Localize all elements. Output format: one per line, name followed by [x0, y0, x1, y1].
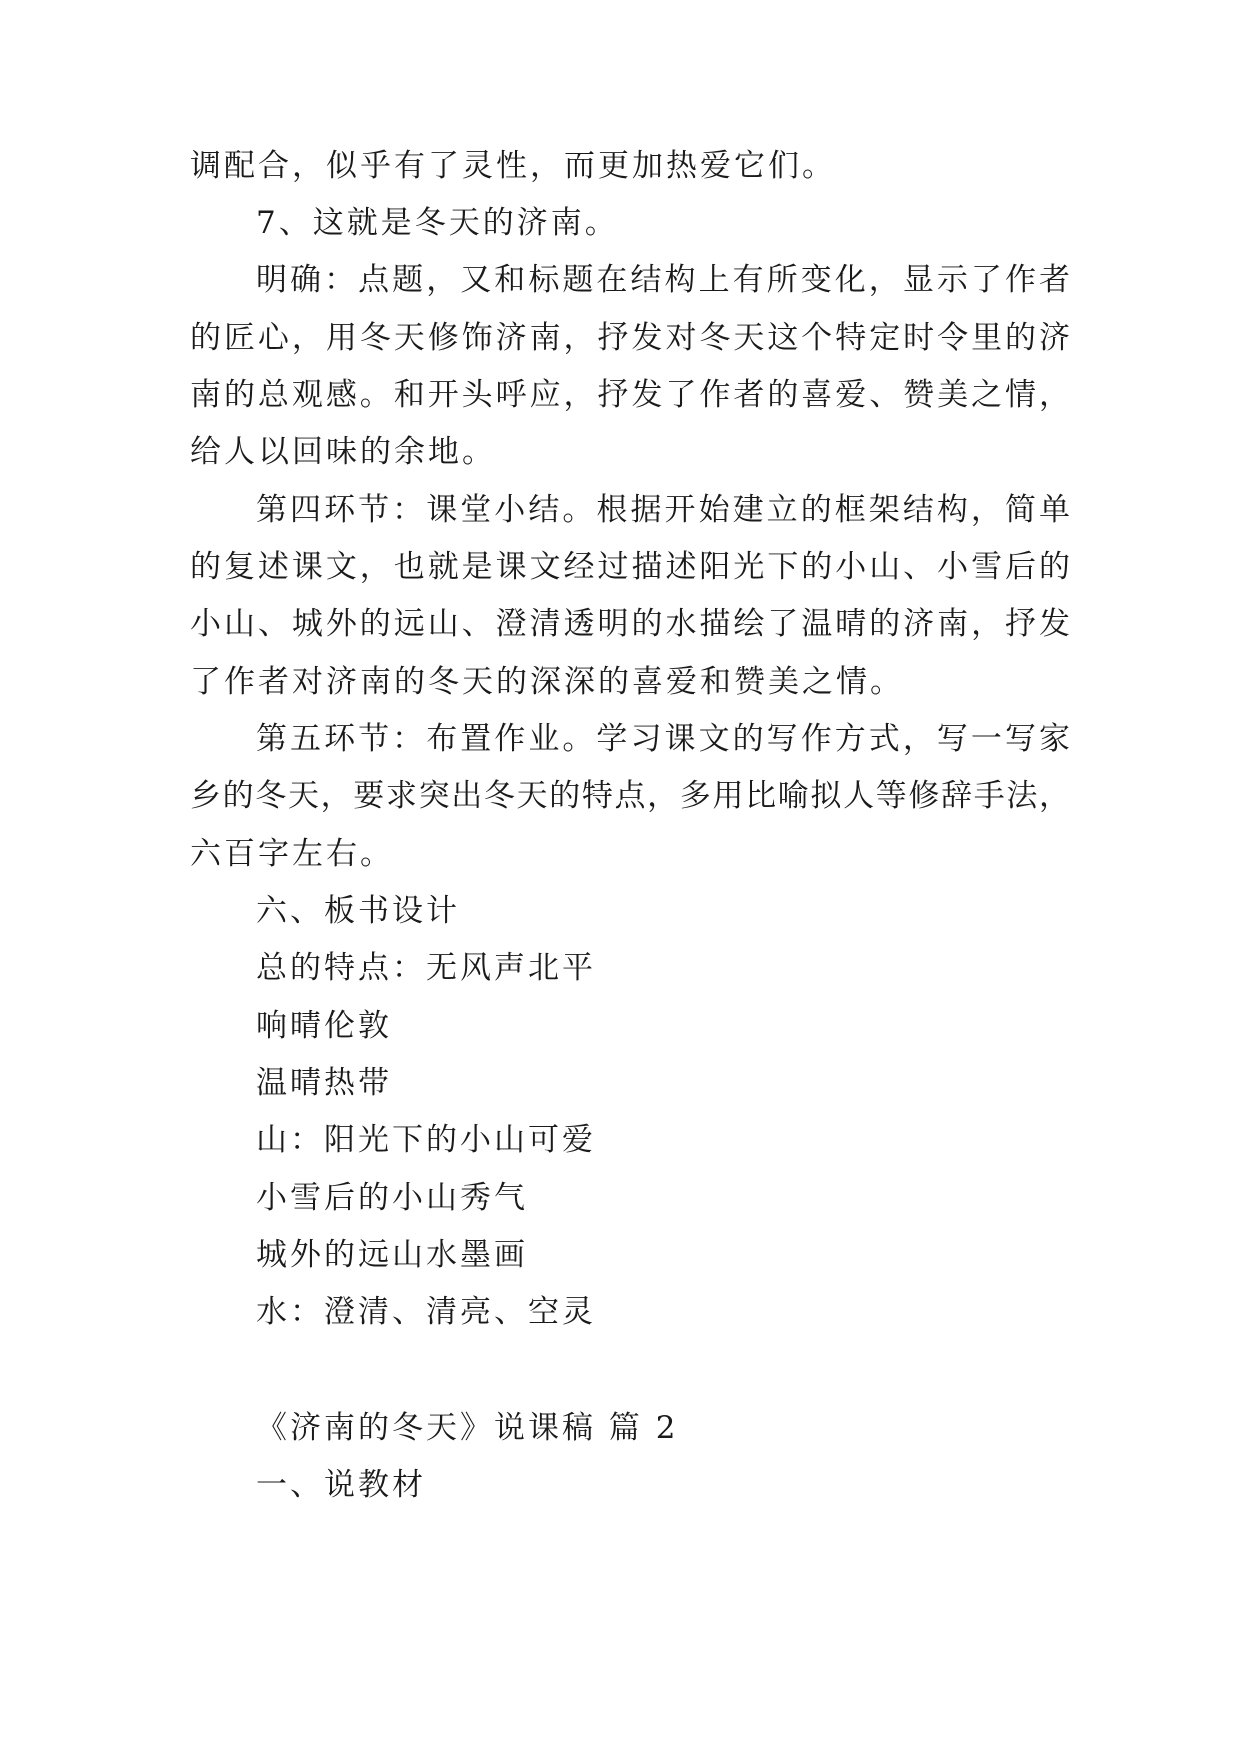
board-design-line: 小雪后的小山秀气 — [256, 1180, 528, 1216]
paragraph-line: 给人以回味的余地。 — [190, 434, 496, 470]
paragraph-line: 了作者对济南的冬天的深深的喜爱和赞美之情。 — [190, 664, 904, 700]
board-design-line: 响晴伦敦 — [256, 1008, 392, 1044]
board-design-line: 温晴热带 — [256, 1065, 392, 1101]
paragraph-line: 乡的冬天，要求突出冬天的特点，多用比喻拟人等修辞手法， — [190, 778, 1070, 814]
paragraph-line: 第四环节：课堂小结。根据开始建立的框架结构，简单 — [256, 492, 1070, 528]
paragraph-line: 第五环节：布置作业。学习课文的写作方式，写一写家 — [256, 721, 1070, 757]
section-heading: 六、板书设计 — [256, 893, 460, 929]
board-design-line: 城外的远山水墨画 — [256, 1237, 528, 1273]
paragraph-line: 调配合，似乎有了灵性，而更加热爱它们。 — [190, 148, 836, 184]
paragraph-line: 的复述课文，也就是课文经过描述阳光下的小山、小雪后的 — [190, 549, 1070, 585]
paragraph-line: 南的总观感。和开头呼应，抒发了作者的喜爱、赞美之情， — [190, 377, 1070, 413]
paragraph-line: 7、这就是冬天的济南。 — [256, 205, 619, 241]
paragraph-line: 明确：点题，又和标题在结构上有所变化，显示了作者 — [256, 262, 1070, 298]
board-design-line: 山：阳光下的小山可爱 — [256, 1122, 596, 1158]
paragraph-line: 的匠心，用冬天修饰济南，抒发对冬天这个特定时令里的济 — [190, 320, 1070, 356]
paragraph-line: 六百字左右。 — [190, 836, 394, 872]
section-heading: 一、说教材 — [256, 1467, 426, 1503]
board-design-line: 总的特点：无风声北平 — [256, 950, 596, 986]
paragraph-line: 小山、城外的远山、澄清透明的水描绘了温晴的济南，抒发 — [190, 606, 1070, 642]
article-title: 《济南的冬天》说课稿 篇 2 — [256, 1410, 679, 1446]
board-design-line: 水：澄清、清亮、空灵 — [256, 1294, 596, 1330]
